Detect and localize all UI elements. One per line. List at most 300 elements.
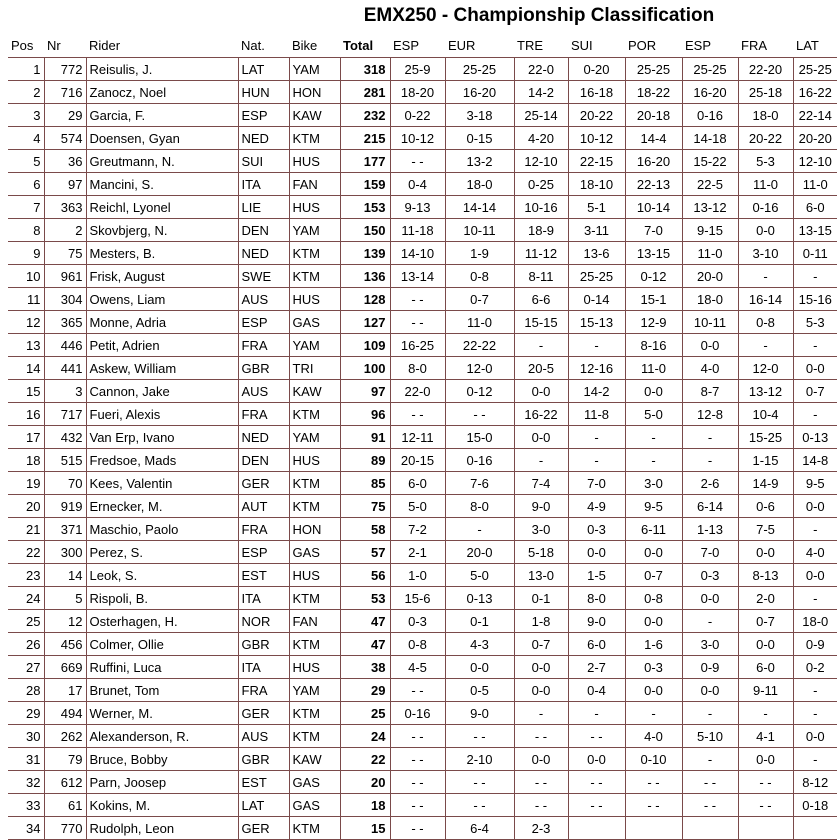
- cell-round-result: 10-4: [738, 403, 793, 426]
- cell-pos: 26: [8, 633, 44, 656]
- cell-nat: NED: [238, 242, 289, 265]
- cell-round-result: - -: [390, 150, 445, 173]
- cell-nat: ESP: [238, 104, 289, 127]
- cell-round-result: 0-16: [445, 449, 514, 472]
- header-round-5: POR: [625, 34, 682, 58]
- cell-total: 15: [340, 817, 390, 840]
- cell-nat: FRA: [238, 403, 289, 426]
- table-row: [8, 587, 837, 610]
- cell-round-result: 0-20: [568, 58, 625, 81]
- cell-round-result: 9-11: [738, 679, 793, 702]
- cell-round-result: 25-14: [514, 104, 568, 127]
- cell-bike: KTM: [289, 403, 340, 426]
- cell-round-result: 25-25: [445, 58, 514, 81]
- cell-nat: GBR: [238, 633, 289, 656]
- cell-nat: GBR: [238, 748, 289, 771]
- cell-round-result: 0-2: [793, 656, 837, 679]
- cell-round-result: 15-15: [514, 311, 568, 334]
- cell-bike: YAM: [289, 334, 340, 357]
- cell-bike: FAN: [289, 610, 340, 633]
- table-row: [8, 104, 837, 127]
- cell-pos: 32: [8, 771, 44, 794]
- header-round-7: FRA: [738, 34, 793, 58]
- cell-nat: NOR: [238, 610, 289, 633]
- cell-round-result: 20-5: [514, 357, 568, 380]
- cell-round-result: 25-25: [568, 265, 625, 288]
- cell-round-result: 15-0: [445, 426, 514, 449]
- cell-total: 57: [340, 541, 390, 564]
- cell-rider: Kees, Valentin: [86, 472, 238, 495]
- cell-round-result: -: [793, 403, 837, 426]
- cell-total: 85: [340, 472, 390, 495]
- cell-round-result: 20-22: [568, 104, 625, 127]
- cell-round-result: 0-0: [682, 334, 738, 357]
- cell-round-result: 18-10: [568, 173, 625, 196]
- cell-round-result: 2-1: [390, 541, 445, 564]
- cell-round-result: -: [738, 265, 793, 288]
- cell-nr: 770: [44, 817, 86, 840]
- cell-round-result: 0-0: [793, 564, 837, 587]
- cell-rider: Monne, Adria: [86, 311, 238, 334]
- cell-rider: Rudolph, Leon: [86, 817, 238, 840]
- table-row: [8, 518, 837, 541]
- cell-bike: KTM: [289, 472, 340, 495]
- cell-round-result: - -: [625, 771, 682, 794]
- cell-round-result: 8-13: [738, 564, 793, 587]
- cell-round-result: - -: [738, 771, 793, 794]
- cell-nat: SUI: [238, 150, 289, 173]
- cell-total: 127: [340, 311, 390, 334]
- cell-round-result: 3-18: [445, 104, 514, 127]
- cell-nr: 574: [44, 127, 86, 150]
- cell-rider: Fredsoe, Mads: [86, 449, 238, 472]
- table-row: [8, 196, 837, 219]
- cell-bike: KTM: [289, 633, 340, 656]
- cell-round-result: 6-14: [682, 495, 738, 518]
- cell-total: 75: [340, 495, 390, 518]
- cell-round-result: - -: [514, 725, 568, 748]
- cell-round-result: 0-7: [738, 610, 793, 633]
- header-pos: Pos: [8, 34, 44, 58]
- cell-round-result: 13-2: [445, 150, 514, 173]
- header-round-4: SUI: [568, 34, 625, 58]
- cell-round-result: 6-11: [625, 518, 682, 541]
- cell-round-result: - -: [445, 771, 514, 794]
- cell-round-result: -: [682, 702, 738, 725]
- cell-round-result: -: [793, 679, 837, 702]
- cell-round-result: 14-14: [445, 196, 514, 219]
- cell-nat: GER: [238, 702, 289, 725]
- cell-round-result: 0-16: [738, 196, 793, 219]
- cell-round-result: 4-5: [390, 656, 445, 679]
- cell-nat: NED: [238, 426, 289, 449]
- cell-nr: 70: [44, 472, 86, 495]
- cell-round-result: 13-6: [568, 242, 625, 265]
- table-row: [8, 610, 837, 633]
- cell-bike: KTM: [289, 127, 340, 150]
- cell-total: 318: [340, 58, 390, 81]
- cell-round-result: 6-0: [793, 196, 837, 219]
- cell-round-result: 0-0: [625, 541, 682, 564]
- cell-pos: 21: [8, 518, 44, 541]
- cell-round-result: -: [625, 702, 682, 725]
- cell-nat: GER: [238, 472, 289, 495]
- cell-round-result: 12-0: [445, 357, 514, 380]
- cell-round-result: 13-12: [738, 380, 793, 403]
- cell-total: 100: [340, 357, 390, 380]
- cell-round-result: 22-0: [514, 58, 568, 81]
- cell-rider: Cannon, Jake: [86, 380, 238, 403]
- cell-rider: Reichl, Lyonel: [86, 196, 238, 219]
- cell-round-result: 1-0: [390, 564, 445, 587]
- cell-nr: 3: [44, 380, 86, 403]
- cell-bike: KTM: [289, 702, 340, 725]
- cell-round-result: 6-0: [738, 656, 793, 679]
- cell-round-result: 9-13: [390, 196, 445, 219]
- cell-total: 96: [340, 403, 390, 426]
- cell-round-result: 0-0: [514, 426, 568, 449]
- cell-round-result: 5-0: [390, 495, 445, 518]
- cell-round-result: 8-0: [445, 495, 514, 518]
- cell-round-result: - -: [682, 794, 738, 817]
- cell-nr: 97: [44, 173, 86, 196]
- cell-round-result: 1-15: [738, 449, 793, 472]
- cell-round-result: 0-0: [793, 495, 837, 518]
- cell-round-result: 16-20: [625, 150, 682, 173]
- cell-round-result: 22-13: [625, 173, 682, 196]
- cell-round-result: 7-5: [738, 518, 793, 541]
- cell-rider: Skovbjerg, N.: [86, 219, 238, 242]
- cell-total: 215: [340, 127, 390, 150]
- cell-round-result: 18-0: [682, 288, 738, 311]
- header-round-2: EUR: [445, 34, 514, 58]
- cell-round-result: 0-0: [738, 219, 793, 242]
- cell-bike: TRI: [289, 357, 340, 380]
- cell-pos: 20: [8, 495, 44, 518]
- cell-round-result: 15-22: [682, 150, 738, 173]
- cell-round-result: - -: [445, 403, 514, 426]
- cell-round-result: 3-11: [568, 219, 625, 242]
- cell-round-result: 10-12: [390, 127, 445, 150]
- cell-round-result: - -: [738, 794, 793, 817]
- cell-round-result: 8-0: [390, 357, 445, 380]
- cell-pos: 11: [8, 288, 44, 311]
- cell-round-result: 0-0: [514, 656, 568, 679]
- cell-round-result: 2-3: [514, 817, 568, 840]
- cell-pos: 2: [8, 81, 44, 104]
- cell-round-result: 25-25: [625, 58, 682, 81]
- cell-round-result: -: [682, 426, 738, 449]
- cell-round-result: 2-0: [738, 587, 793, 610]
- cell-nr: 363: [44, 196, 86, 219]
- cell-pos: 23: [8, 564, 44, 587]
- cell-bike: HUS: [289, 150, 340, 173]
- cell-pos: 16: [8, 403, 44, 426]
- table-row: [8, 725, 837, 748]
- cell-round-result: - -: [390, 403, 445, 426]
- cell-rider: Greutmann, N.: [86, 150, 238, 173]
- cell-round-result: 2-7: [568, 656, 625, 679]
- cell-round-result: 0-10: [625, 748, 682, 771]
- cell-round-result: -: [793, 702, 837, 725]
- table-row: [8, 541, 837, 564]
- table-row: [8, 771, 837, 794]
- cell-round-result: 6-6: [514, 288, 568, 311]
- cell-bike: KAW: [289, 104, 340, 127]
- cell-round-result: 0-13: [445, 587, 514, 610]
- cell-round-result: 10-14: [625, 196, 682, 219]
- cell-rider: Garcia, F.: [86, 104, 238, 127]
- cell-round-result: 4-0: [682, 357, 738, 380]
- cell-nat: LAT: [238, 794, 289, 817]
- cell-bike: GAS: [289, 541, 340, 564]
- cell-round-result: 12-11: [390, 426, 445, 449]
- cell-round-result: -: [793, 334, 837, 357]
- cell-round-result: - -: [390, 288, 445, 311]
- cell-round-result: - -: [514, 794, 568, 817]
- cell-round-result: 18-20: [390, 81, 445, 104]
- cell-pos: 34: [8, 817, 44, 840]
- cell-pos: 10: [8, 265, 44, 288]
- cell-round-result: 25-18: [738, 81, 793, 104]
- table-row: [8, 495, 837, 518]
- cell-round-result: 14-18: [682, 127, 738, 150]
- cell-round-result: 15-13: [568, 311, 625, 334]
- cell-round-result: 25-25: [682, 58, 738, 81]
- cell-bike: GAS: [289, 794, 340, 817]
- cell-round-result: 16-14: [738, 288, 793, 311]
- cell-total: 38: [340, 656, 390, 679]
- cell-round-result: 1-13: [682, 518, 738, 541]
- cell-round-result: 2-6: [682, 472, 738, 495]
- cell-round-result: 8-7: [682, 380, 738, 403]
- cell-round-result: 0-14: [568, 288, 625, 311]
- cell-round-result: 10-11: [445, 219, 514, 242]
- cell-round-result: 12-8: [682, 403, 738, 426]
- cell-round-result: 0-0: [738, 633, 793, 656]
- table-row: [8, 173, 837, 196]
- cell-round-result: 8-16: [625, 334, 682, 357]
- cell-nr: 304: [44, 288, 86, 311]
- cell-round-result: 5-18: [514, 541, 568, 564]
- cell-round-result: -: [568, 702, 625, 725]
- cell-round-result: 7-6: [445, 472, 514, 495]
- header-nat: Nat.: [238, 34, 289, 58]
- cell-bike: HUS: [289, 449, 340, 472]
- cell-nr: 2: [44, 219, 86, 242]
- cell-pos: 6: [8, 173, 44, 196]
- table-row: [8, 817, 837, 840]
- cell-pos: 31: [8, 748, 44, 771]
- cell-rider: Kokins, M.: [86, 794, 238, 817]
- cell-round-result: 20-0: [445, 541, 514, 564]
- cell-round-result: 4-1: [738, 725, 793, 748]
- cell-rider: Petit, Adrien: [86, 334, 238, 357]
- cell-round-result: 11-8: [568, 403, 625, 426]
- cell-nat: ESP: [238, 311, 289, 334]
- cell-nat: DEN: [238, 219, 289, 242]
- cell-nr: 300: [44, 541, 86, 564]
- cell-round-result: 9-0: [514, 495, 568, 518]
- cell-round-result: 7-0: [682, 541, 738, 564]
- cell-nat: AUS: [238, 380, 289, 403]
- cell-bike: YAM: [289, 219, 340, 242]
- cell-total: 128: [340, 288, 390, 311]
- cell-round-result: 10-16: [514, 196, 568, 219]
- cell-round-result: [625, 817, 682, 840]
- cell-round-result: 0-7: [625, 564, 682, 587]
- cell-round-result: 15-25: [738, 426, 793, 449]
- cell-total: 18: [340, 794, 390, 817]
- cell-round-result: 15-6: [390, 587, 445, 610]
- cell-round-result: 0-0: [514, 748, 568, 771]
- cell-round-result: 0-0: [625, 610, 682, 633]
- cell-round-result: 0-0: [625, 380, 682, 403]
- cell-round-result: 22-14: [793, 104, 837, 127]
- cell-rider: Van Erp, Ivano: [86, 426, 238, 449]
- cell-nat: LAT: [238, 58, 289, 81]
- cell-bike: YAM: [289, 679, 340, 702]
- classification-table: [8, 34, 837, 840]
- cell-total: 139: [340, 242, 390, 265]
- cell-nat: NED: [238, 127, 289, 150]
- cell-round-result: 0-0: [514, 679, 568, 702]
- table-row: [8, 564, 837, 587]
- cell-bike: HON: [289, 81, 340, 104]
- cell-round-result: 5-3: [738, 150, 793, 173]
- cell-round-result: 0-0: [738, 748, 793, 771]
- cell-nat: GBR: [238, 357, 289, 380]
- cell-nat: ITA: [238, 587, 289, 610]
- cell-round-result: 0-11: [793, 242, 837, 265]
- cell-round-result: 9-5: [625, 495, 682, 518]
- table-row: [8, 380, 837, 403]
- cell-total: 29: [340, 679, 390, 702]
- table-row: [8, 150, 837, 173]
- cell-round-result: - -: [625, 794, 682, 817]
- cell-round-result: -: [568, 449, 625, 472]
- cell-round-result: 20-0: [682, 265, 738, 288]
- cell-pos: 3: [8, 104, 44, 127]
- cell-pos: 1: [8, 58, 44, 81]
- table-row: [8, 288, 837, 311]
- cell-total: 24: [340, 725, 390, 748]
- cell-nat: GER: [238, 817, 289, 840]
- cell-pos: 8: [8, 219, 44, 242]
- cell-pos: 22: [8, 541, 44, 564]
- cell-round-result: 0-4: [390, 173, 445, 196]
- cell-round-result: 0-0: [793, 725, 837, 748]
- cell-nr: 772: [44, 58, 86, 81]
- cell-round-result: 14-4: [625, 127, 682, 150]
- cell-round-result: - -: [514, 771, 568, 794]
- cell-round-result: 12-10: [793, 150, 837, 173]
- cell-round-result: 16-18: [568, 81, 625, 104]
- cell-nr: 29: [44, 104, 86, 127]
- cell-nat: ESP: [238, 541, 289, 564]
- cell-round-result: 0-13: [793, 426, 837, 449]
- cell-round-result: 4-20: [514, 127, 568, 150]
- cell-bike: FAN: [289, 173, 340, 196]
- cell-round-result: 4-9: [568, 495, 625, 518]
- cell-total: 136: [340, 265, 390, 288]
- cell-round-result: -: [568, 426, 625, 449]
- table-row: [8, 403, 837, 426]
- cell-total: 159: [340, 173, 390, 196]
- cell-pos: 9: [8, 242, 44, 265]
- cell-round-result: 0-7: [793, 380, 837, 403]
- cell-nat: SWE: [238, 265, 289, 288]
- cell-total: 53: [340, 587, 390, 610]
- table-row: [8, 265, 837, 288]
- cell-nr: 446: [44, 334, 86, 357]
- cell-round-result: 18-0: [445, 173, 514, 196]
- cell-nat: DEN: [238, 449, 289, 472]
- cell-nr: 61: [44, 794, 86, 817]
- cell-rider: Ruffini, Luca: [86, 656, 238, 679]
- cell-nr: 919: [44, 495, 86, 518]
- cell-pos: 19: [8, 472, 44, 495]
- cell-round-result: 0-0: [514, 380, 568, 403]
- cell-round-result: 0-4: [568, 679, 625, 702]
- table-row: [8, 219, 837, 242]
- cell-round-result: 5-1: [568, 196, 625, 219]
- cell-nat: ITA: [238, 173, 289, 196]
- cell-round-result: 5-0: [445, 564, 514, 587]
- cell-nr: 36: [44, 150, 86, 173]
- cell-round-result: 7-2: [390, 518, 445, 541]
- cell-round-result: 22-0: [390, 380, 445, 403]
- cell-rider: Mancini, S.: [86, 173, 238, 196]
- cell-pos: 29: [8, 702, 44, 725]
- cell-round-result: [793, 817, 837, 840]
- cell-round-result: 0-7: [514, 633, 568, 656]
- cell-pos: 12: [8, 311, 44, 334]
- table-row: [8, 334, 837, 357]
- table-row: [8, 633, 837, 656]
- cell-round-result: -: [568, 334, 625, 357]
- cell-pos: 18: [8, 449, 44, 472]
- cell-round-result: 0-6: [738, 495, 793, 518]
- cell-round-result: -: [793, 265, 837, 288]
- cell-round-result: 7-4: [514, 472, 568, 495]
- cell-round-result: 12-10: [514, 150, 568, 173]
- cell-bike: KTM: [289, 587, 340, 610]
- header-round-1: ESP: [390, 34, 445, 58]
- page-title: EMX250 - Championship Classification: [363, 5, 715, 26]
- cell-round-result: - -: [390, 771, 445, 794]
- cell-rider: Alexanderson, R.: [86, 725, 238, 748]
- cell-nr: 371: [44, 518, 86, 541]
- cell-bike: KTM: [289, 725, 340, 748]
- cell-rider: Leok, S.: [86, 564, 238, 587]
- cell-rider: Ernecker, M.: [86, 495, 238, 518]
- cell-round-result: 3-0: [514, 518, 568, 541]
- cell-round-result: 0-0: [568, 748, 625, 771]
- cell-round-result: 0-8: [390, 633, 445, 656]
- cell-pos: 13: [8, 334, 44, 357]
- cell-rider: Frisk, August: [86, 265, 238, 288]
- cell-round-result: 5-3: [793, 311, 837, 334]
- cell-rider: Brunet, Tom: [86, 679, 238, 702]
- cell-round-result: 22-15: [568, 150, 625, 173]
- cell-round-result: 3-0: [682, 633, 738, 656]
- table-row: [8, 748, 837, 771]
- cell-round-result: 0-22: [390, 104, 445, 127]
- header-rider: Rider: [86, 34, 238, 58]
- cell-round-result: 11-0: [793, 173, 837, 196]
- cell-nat: FRA: [238, 334, 289, 357]
